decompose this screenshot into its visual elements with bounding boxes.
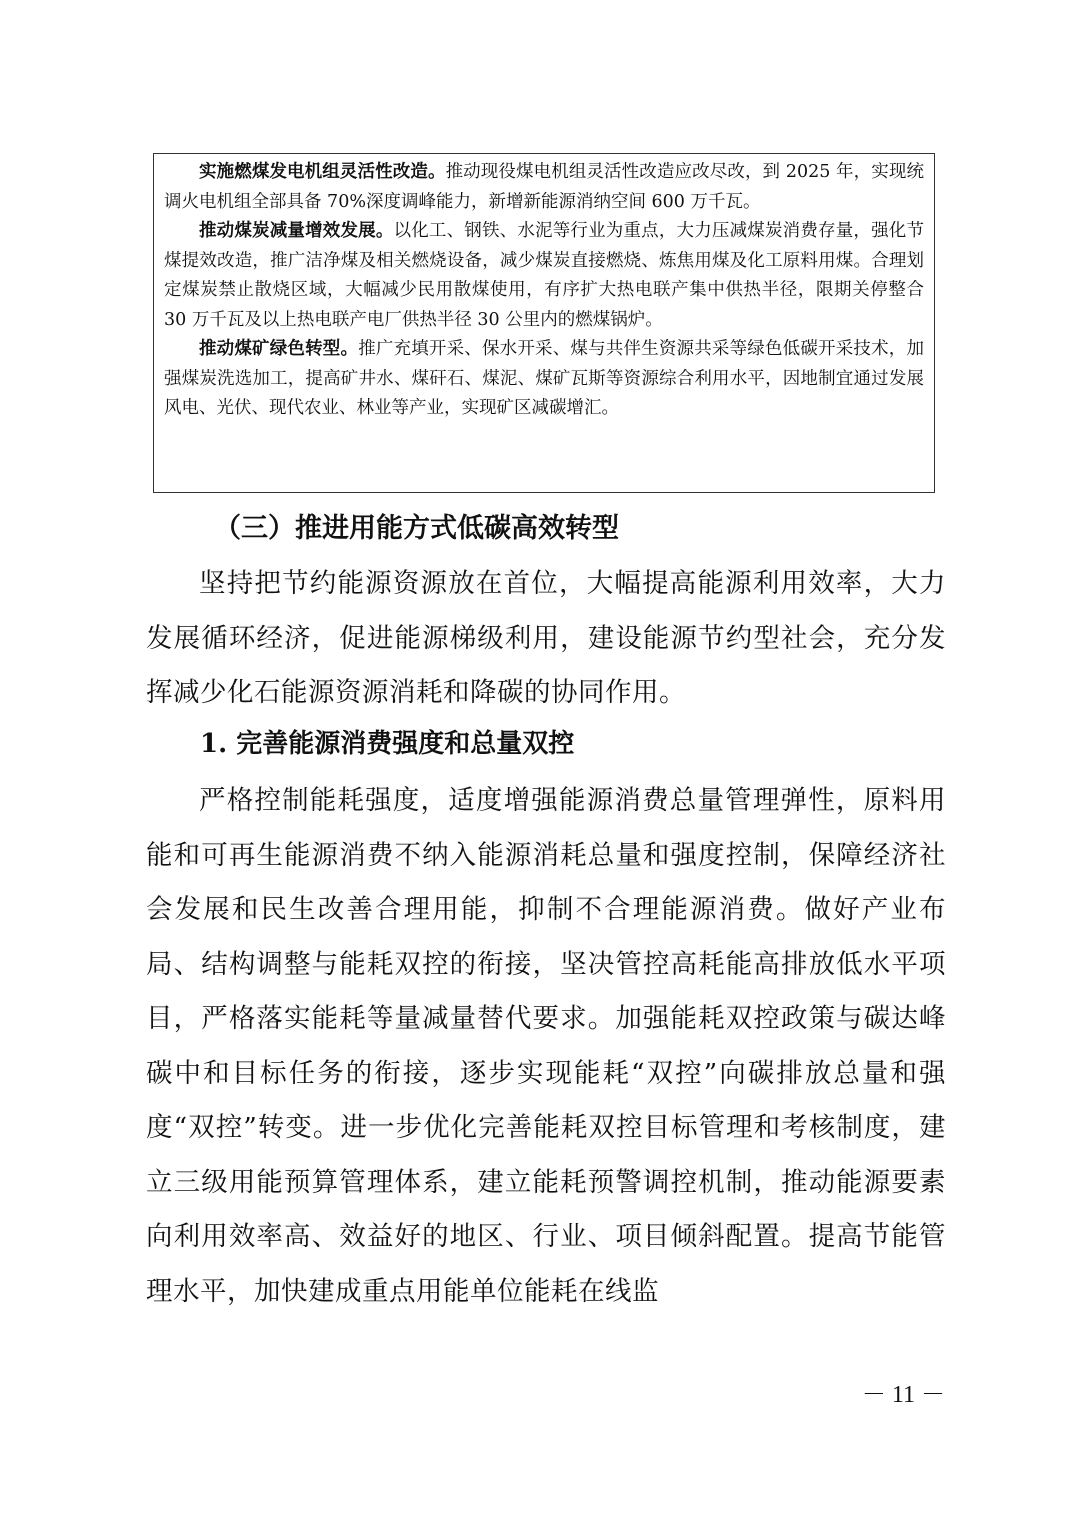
- box-item-lead: 推动煤炭减量增效发展。: [199, 221, 394, 241]
- box-item-text: 推动现役煤电机组灵活性改造应改尽改，到 2025 年，实现统调火电机组全部具备 70%深度调峰能力，新增新能源消纳空间 600 万千瓦。: [164, 162, 924, 212]
- box-item-coal-power-flexibility: [164, 158, 924, 217]
- subsection-body-paragraph: 严格控制能耗强度，适度增强能源消费总量管理弹性，原料用能和可再生能源消费不纳入能源消耗总量和强度控制，保障经济社会发展和民生改善合理用能，抑制不合理能源消费。做好产业布局、结构调整与能耗双控的衔接，坚决管控高耗能高排放低水平项目，严格落实能耗等量减量替代要求。加强能耗双控政策与碳达峰碳中和目标任务的衔接，逐步实现能耗“双控”向碳排放总量和强度“双控”转变。进一步优化完善能耗双控目标管理和考核制度，建立三级用能预算管理体系，建立能耗预警调控机制，推动能源要素向利用效率高、效益好的地区、行业、项目倾斜配置。提高节能管理水平，加快建成重点用能单位能耗在线监: [146, 785, 946, 1307]
- highlight-box: [153, 153, 935, 493]
- subsection-title: 1. 完善能源消费强度和总量双控: [200, 729, 575, 759]
- box-item-lead: 推动煤矿绿色转型。: [199, 339, 359, 359]
- box-item-text: 以化工、钢铁、水泥等行业为重点，大力压减煤炭消费存量，强化节煤提效改造，推广洁净煤及相关燃烧设备，减少煤炭直接燃烧、炼焦用煤及化工原料用煤。合理划定煤炭禁止散烧区域，大幅减少民用散煤使用，有序扩大热电联产集中供热半径，限期关停整合 30 万千瓦及以上热电联产电厂供热半径 30 公里内的燃煤锅炉。: [164, 221, 924, 330]
- section-intro-paragraph: 坚持把节约能源资源放在首位，大幅提高能源利用效率，大力发展循环经济，促进能源梯级利用，建设能源节约型社会，充分发挥减少化石能源资源消耗和降碳的协同作用。: [146, 568, 946, 708]
- box-item-lead: 实施燃煤发电机组灵活性改造。: [199, 162, 446, 182]
- page-number: － 11 －: [861, 1382, 945, 1408]
- box-item-coal-mine-green: [164, 335, 924, 424]
- section-title: （三）推进用能方式低碳高效转型: [214, 513, 619, 544]
- box-item-coal-reduction: [164, 217, 924, 335]
- box-item-text: 推广充填开采、保水开采、煤与共伴生资源共采等绿色低碳开采技术，加强煤炭洗选加工，提高矿井水、煤矸石、煤泥、煤矿瓦斯等资源综合利用水平，因地制宜通过发展风电、光伏、现代农业、林业等产业，实现矿区减碳增汇。: [164, 339, 924, 418]
